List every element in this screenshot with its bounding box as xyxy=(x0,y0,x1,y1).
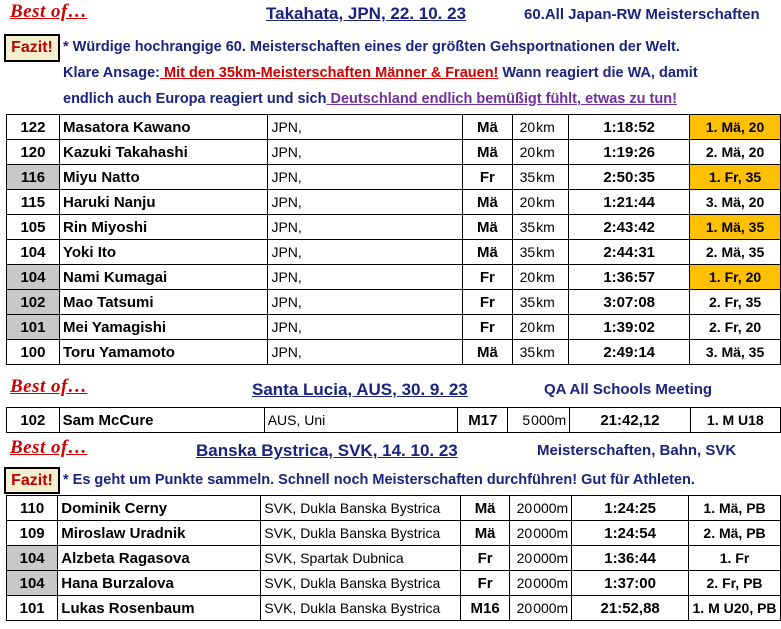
points-cell: 122 xyxy=(7,115,60,140)
nation-club: JPN, xyxy=(268,165,462,190)
category: M16 xyxy=(461,596,510,621)
category: Mä xyxy=(462,215,512,240)
category: Fr xyxy=(461,571,510,596)
distance-unit: km xyxy=(535,290,569,315)
points-cell: 115 xyxy=(7,190,60,215)
distance-unit: 000m xyxy=(532,496,572,521)
distance-unit: km xyxy=(535,315,569,340)
distance-unit: 000m xyxy=(530,408,570,433)
result-time: 1:24:25 xyxy=(572,496,689,521)
result-time: 1:24:54 xyxy=(572,521,689,546)
nation-club: JPN, xyxy=(268,215,462,240)
result-time: 2:50:35 xyxy=(569,165,690,190)
nation-club: JPN, xyxy=(268,240,462,265)
table-row xyxy=(7,115,781,140)
points-cell: 110 xyxy=(7,496,58,521)
fazit-note xyxy=(63,467,695,493)
table-row xyxy=(7,546,781,571)
athlete-name: Mao Tatsumi xyxy=(59,290,267,315)
results-table xyxy=(6,114,781,365)
distance-value: 20 xyxy=(512,140,535,165)
event-subtitle: Meisterschaften, Bahn, SVK xyxy=(537,442,737,459)
distance-unit: 000m xyxy=(532,521,572,546)
results-table xyxy=(6,407,781,433)
distance-value: 20 xyxy=(510,546,533,571)
distance-value: 20 xyxy=(512,190,535,215)
result-time: 1:36:44 xyxy=(572,546,689,571)
placement: 3. Mä, 35 xyxy=(690,340,781,365)
distance-value: 20 xyxy=(512,315,535,340)
event-title: Banska Bystrica, SVK, 14. 10. 23 xyxy=(196,441,458,460)
athlete-name: Hana Burzalova xyxy=(58,571,261,596)
event-subtitle: 60.All Japan-RW Meisterschaften xyxy=(524,6,760,23)
result-time: 1:39:02 xyxy=(569,315,690,340)
placement: 1. Mä, 35 xyxy=(690,215,781,240)
points-cell: 104 xyxy=(7,546,58,571)
result-time: 21:42,12 xyxy=(570,408,690,433)
athlete-name: Toru Yamamoto xyxy=(59,340,267,365)
athlete-name: Nami Kumagai xyxy=(59,265,267,290)
distance-unit: km xyxy=(535,265,569,290)
nation-club: SVK, Dukla Banska Bystrica xyxy=(261,596,461,621)
distance-unit: km xyxy=(535,340,569,365)
placement: 3. Mä, 20 xyxy=(690,190,781,215)
nation-club: SVK, Spartak Dubnica xyxy=(261,546,461,571)
table-row xyxy=(7,215,781,240)
result-time: 2:44:31 xyxy=(569,240,690,265)
athlete-name: Rin Miyoshi xyxy=(59,215,267,240)
distance-value: 20 xyxy=(510,596,533,621)
distance-value: 35 xyxy=(512,290,535,315)
distance-unit: km xyxy=(535,240,569,265)
points-cell: 105 xyxy=(7,215,60,240)
nation-club: SVK, Dukla Banska Bystrica xyxy=(261,496,461,521)
points-cell: 102 xyxy=(7,290,60,315)
placement: 2. Mä, 35 xyxy=(690,240,781,265)
note-emphasis: Mit den 35km-Meisterschaften Männer & Frauen! xyxy=(159,65,499,81)
athlete-name: Dominik Cerny xyxy=(58,496,261,521)
points-cell: 104 xyxy=(7,265,60,290)
category: Fr xyxy=(461,546,510,571)
category: Fr xyxy=(462,165,512,190)
distance-unit: km xyxy=(535,190,569,215)
table-row xyxy=(7,408,781,433)
placement: 1. Fr, 35 xyxy=(690,165,781,190)
table-row xyxy=(7,290,781,315)
placement: 2. Fr, 20 xyxy=(690,315,781,340)
distance-unit: 000m xyxy=(532,546,572,571)
result-time: 2:43:42 xyxy=(569,215,690,240)
distance-value: 20 xyxy=(512,115,535,140)
category: M17 xyxy=(458,408,508,433)
distance-value: 20 xyxy=(512,265,535,290)
event-subtitle: QA All Schools Meeting xyxy=(544,381,713,398)
nation-club: JPN, xyxy=(268,265,462,290)
note-emphasis: Deutschland endlich bemüßigt fühlt, etwas zu tun! xyxy=(326,91,677,107)
table-row xyxy=(7,571,781,596)
best-of-label: Best of… xyxy=(10,376,88,397)
points-cell: 101 xyxy=(7,315,60,340)
placement: 2. Mä, 20 xyxy=(690,140,781,165)
points-cell: 100 xyxy=(7,340,60,365)
nation-club: JPN, xyxy=(268,190,462,215)
points-cell: 104 xyxy=(7,240,60,265)
category: Mä xyxy=(462,190,512,215)
distance-unit: 000m xyxy=(532,596,572,621)
distance-value: 20 xyxy=(510,571,533,596)
result-time: 2:49:14 xyxy=(569,340,690,365)
table-row xyxy=(7,596,781,621)
category: Mä xyxy=(462,340,512,365)
distance-unit: km xyxy=(535,165,569,190)
result-time: 21:52,88 xyxy=(572,596,689,621)
points-cell: 101 xyxy=(7,596,58,621)
fazit-note xyxy=(63,34,698,112)
distance-value: 35 xyxy=(512,340,535,365)
nation-club: SVK, Dukla Banska Bystrica xyxy=(261,571,461,596)
table-row xyxy=(7,165,781,190)
athlete-name: Miroslaw Uradnik xyxy=(58,521,261,546)
category: Fr xyxy=(462,290,512,315)
table-row xyxy=(7,521,781,546)
distance-value: 35 xyxy=(512,215,535,240)
table-row xyxy=(7,496,781,521)
best-of-label: Best of… xyxy=(10,437,88,458)
placement: 1. Mä, PB xyxy=(689,496,781,521)
table-row xyxy=(7,340,781,365)
category: Mä xyxy=(462,240,512,265)
placement: 1. Mä, 20 xyxy=(690,115,781,140)
distance-unit: km xyxy=(535,140,569,165)
distance-unit: 000m xyxy=(532,571,572,596)
note-text: Klare Ansage: xyxy=(63,65,160,81)
placement: 1. M U20, PB xyxy=(689,596,781,621)
category: Mä xyxy=(461,496,510,521)
category: Fr xyxy=(462,315,512,340)
placement: 2. Mä, PB xyxy=(689,521,781,546)
category: Fr xyxy=(462,265,512,290)
nation-club: JPN, xyxy=(268,315,462,340)
category: Mä xyxy=(461,521,510,546)
placement: 2. Fr, PB xyxy=(689,571,781,596)
category: Mä xyxy=(462,140,512,165)
result-time: 3:07:08 xyxy=(569,290,690,315)
distance-value: 35 xyxy=(512,165,535,190)
distance-unit: km xyxy=(535,215,569,240)
athlete-name: Masatora Kawano xyxy=(59,115,267,140)
nation-club: JPN, xyxy=(268,115,462,140)
athlete-name: Lukas Rosenbaum xyxy=(58,596,261,621)
athlete-name: Sam McCure xyxy=(59,408,264,433)
note-line xyxy=(63,86,698,112)
result-time: 1:37:00 xyxy=(572,571,689,596)
table-row xyxy=(7,240,781,265)
table-row xyxy=(7,140,781,165)
result-time: 1:19:26 xyxy=(569,140,690,165)
result-time: 1:36:57 xyxy=(569,265,690,290)
fazit-badge: Fazit! xyxy=(4,34,60,62)
distance-value: 35 xyxy=(512,240,535,265)
athlete-name: Haruki Nanju xyxy=(59,190,267,215)
event-title: Santa Lucia, AUS, 30. 9. 23 xyxy=(252,380,468,399)
nation-club: JPN, xyxy=(268,290,462,315)
results-table xyxy=(6,495,781,621)
fazit-badge: Fazit! xyxy=(4,467,60,494)
note-line: * Es geht um Punkte sammeln. Schnell noch Meisterschaften durchführen! Gut für Athleten. xyxy=(63,472,695,488)
distance-unit: km xyxy=(535,115,569,140)
table-row xyxy=(7,190,781,215)
athlete-name: Miyu Natto xyxy=(59,165,267,190)
points-cell: 116 xyxy=(7,165,60,190)
best-of-label: Best of… xyxy=(10,1,88,22)
athlete-name: Yoki Ito xyxy=(59,240,267,265)
note-line: * Würdige hochrangige 60. Meisterschaften eines der größten Gehsportnationen der Welt. xyxy=(63,39,680,55)
placement: 2. Fr, 35 xyxy=(690,290,781,315)
note-line xyxy=(63,60,698,86)
placement: 1. Fr xyxy=(689,546,781,571)
note-text: Wann reagiert die WA, damit xyxy=(498,65,698,81)
distance-value: 20 xyxy=(510,521,533,546)
points-cell: 120 xyxy=(7,140,60,165)
points-cell: 104 xyxy=(7,571,58,596)
placement: 1. Fr, 20 xyxy=(690,265,781,290)
points-cell: 102 xyxy=(7,408,60,433)
distance-value: 5 xyxy=(508,408,530,433)
nation-club: SVK, Dukla Banska Bystrica xyxy=(261,521,461,546)
nation-club: AUS, Uni xyxy=(264,408,458,433)
distance-value: 20 xyxy=(510,496,533,521)
athlete-name: Alzbeta Ragasova xyxy=(58,546,261,571)
athlete-name: Kazuki Takahashi xyxy=(59,140,267,165)
nation-club: JPN, xyxy=(268,140,462,165)
table-row xyxy=(7,315,781,340)
table-row xyxy=(7,265,781,290)
athlete-name: Mei Yamagishi xyxy=(59,315,267,340)
category: Mä xyxy=(462,115,512,140)
points-cell: 109 xyxy=(7,521,58,546)
event-title: Takahata, JPN, 22. 10. 23 xyxy=(266,4,467,23)
note-text: endlich auch Europa reagiert und sich xyxy=(63,91,327,107)
result-time: 1:21:44 xyxy=(569,190,690,215)
nation-club: JPN, xyxy=(268,340,462,365)
result-time: 1:18:52 xyxy=(569,115,690,140)
placement: 1. M U18 xyxy=(690,408,780,433)
